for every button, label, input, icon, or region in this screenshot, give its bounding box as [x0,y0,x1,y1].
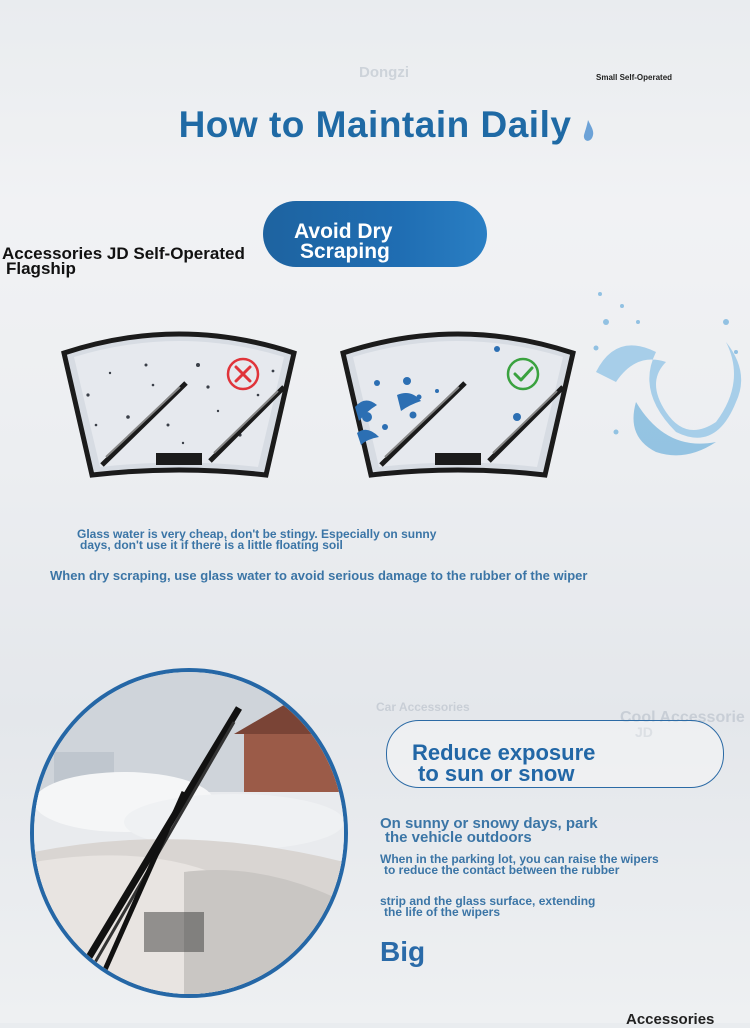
sunny-snowy-paragraph [380,817,598,845]
note-line-1: Glass water is very cheap, don't be stingy. Especially on sunny [77,527,437,541]
store-line-1: Accessories JD Self-Operated [2,244,245,263]
badge-line-2: Scraping [300,240,390,263]
store-watermark-text [2,246,245,276]
para3-line-2: the life of the wipers [384,905,501,919]
watermark-car-accessories: Car Accessories [376,700,470,714]
snowy-wiper-photo [30,668,348,998]
note-line-2: days, don't use it if there is a little floating soil [80,538,343,552]
parking-lot-paragraph [380,854,659,876]
water-splash-icon [576,282,750,472]
page-title: How to Maintain Daily [178,104,572,145]
watermark-small-self-operated: Small Self-Operated [596,73,673,82]
wet-windshield-illustration [337,325,579,485]
dry-scraping-caption: When dry scraping, use glass water to avoid serious damage to the rubber of the wiper [50,568,588,583]
x-circle-icon [225,356,261,392]
store-line-2: Flagship [6,259,76,278]
avoid-dry-scraping-badge [263,201,487,267]
badge-line-2: to sun or snow [418,761,575,786]
watermark-cool-accessories: Cool Accessorie [620,709,745,726]
reduce-exposure-badge [386,720,724,788]
para1-line-2: the vehicle outdoors [385,829,532,846]
para3-line-1: strip and the glass surface, extending [380,894,596,908]
para1-line-1: On sunny or snowy days, park [380,815,598,832]
badge-line-1: Reduce exposure [412,740,596,765]
rubber-strip-paragraph [380,896,595,918]
dirty-windshield-illustration [58,325,300,485]
check-circle-icon [505,356,541,392]
para2-line-2: to reduce the contact between the rubber [384,863,620,877]
glass-water-note [77,529,436,551]
badge-line-1: Avoid Dry [294,220,393,243]
water-drop-icon [580,118,596,144]
watermark-jd: JD [635,724,653,740]
para2-line-1: When in the parking lot, you can raise the wipers [380,852,659,866]
watermark-accessories-bottom: Accessories [626,1011,715,1028]
watermark-dongzi: Dongzi [359,64,409,81]
big-label: Big [380,936,426,967]
